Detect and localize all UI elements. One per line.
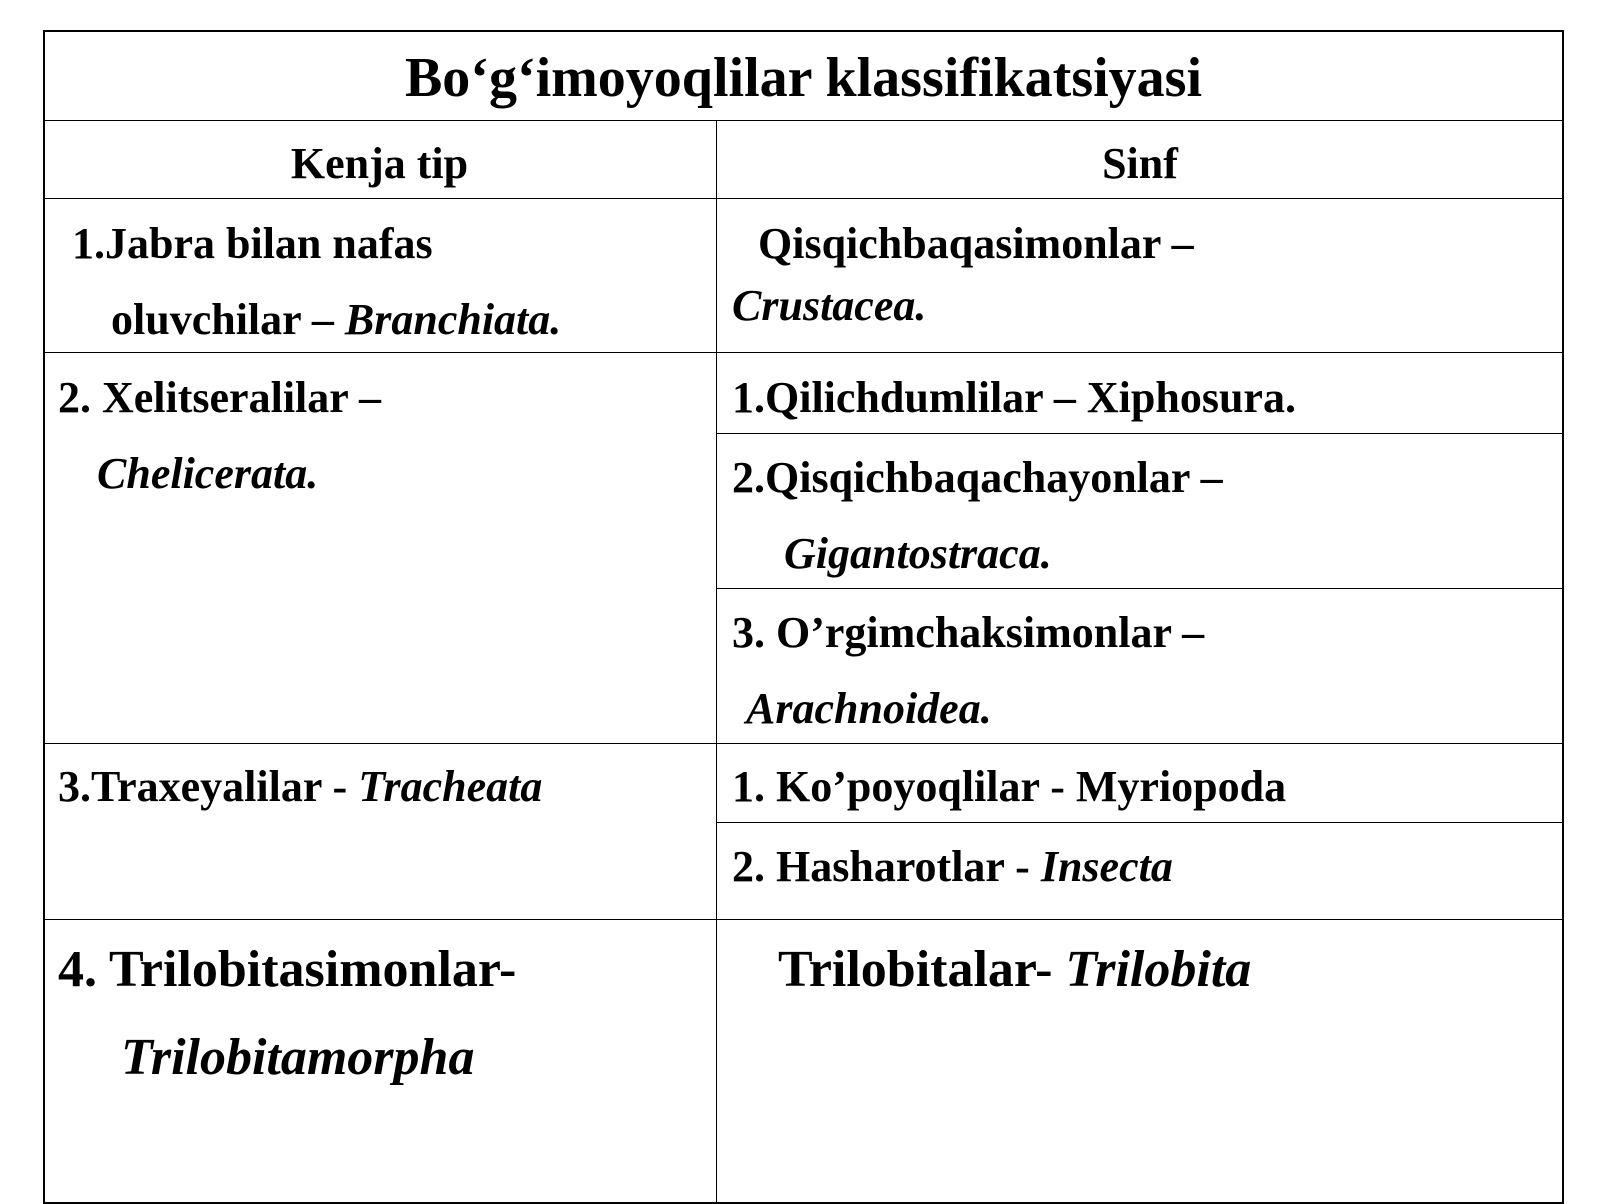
row1-divider bbox=[43, 352, 1564, 353]
row1-subtype-line2: oluvchilar – Branchiata. bbox=[111, 295, 562, 344]
row2-divider bbox=[43, 743, 1564, 744]
row4-subtype-line1: 4. Trilobitasimonlar- bbox=[58, 941, 517, 998]
row2-class-divider-2 bbox=[716, 588, 1564, 589]
row3-subtype: 3.Traxeyalilar - Tracheata bbox=[58, 762, 543, 811]
row4-class: Trilobitalar- Trilobita bbox=[778, 941, 1252, 998]
column-divider bbox=[716, 120, 717, 1204]
row2-subtype-line2: Chelicerata. bbox=[97, 449, 319, 498]
row2-class-2-line2: Gigantostraca. bbox=[784, 529, 1052, 578]
table-title: Bo‘g‘imoyoqlilar klassifikatsiyasi bbox=[404, 47, 1203, 109]
row2-class-2-line1: 2.Qisqichbaqachayonlar – bbox=[732, 453, 1223, 502]
header-divider bbox=[43, 198, 1564, 199]
row2-class-1: 1.Qilichdumlilar – Xiphosura. bbox=[732, 373, 1296, 422]
row2-class-3-line1: 3. O’rgimchaksimonlar – bbox=[732, 608, 1205, 657]
row3-class-divider bbox=[716, 822, 1564, 823]
title-divider bbox=[43, 120, 1564, 121]
row4-subtype-line2: Trilobitamorpha bbox=[121, 1029, 475, 1086]
header-subtype: Kenja tip bbox=[290, 139, 469, 188]
row1-subtype-line1: 1.Jabra bilan nafas bbox=[72, 219, 433, 268]
row3-class-2: 2. Hasharotlar - Insecta bbox=[732, 842, 1173, 891]
row2-class-3-line2: Arachnoidea. bbox=[746, 684, 992, 733]
row2-subtype-line1: 2. Xelitseralilar – bbox=[58, 373, 381, 422]
header-class: Sinf bbox=[1102, 139, 1178, 188]
row3-divider bbox=[43, 919, 1564, 920]
row3-class-1: 1. Ko’poyoqlilar - Myriopoda bbox=[732, 762, 1287, 811]
row1-class-line1: Qisqichbaqasimonlar – bbox=[758, 219, 1194, 268]
row1-class-line2: Crustacea. bbox=[732, 281, 927, 330]
row2-class-divider-1 bbox=[716, 433, 1564, 434]
